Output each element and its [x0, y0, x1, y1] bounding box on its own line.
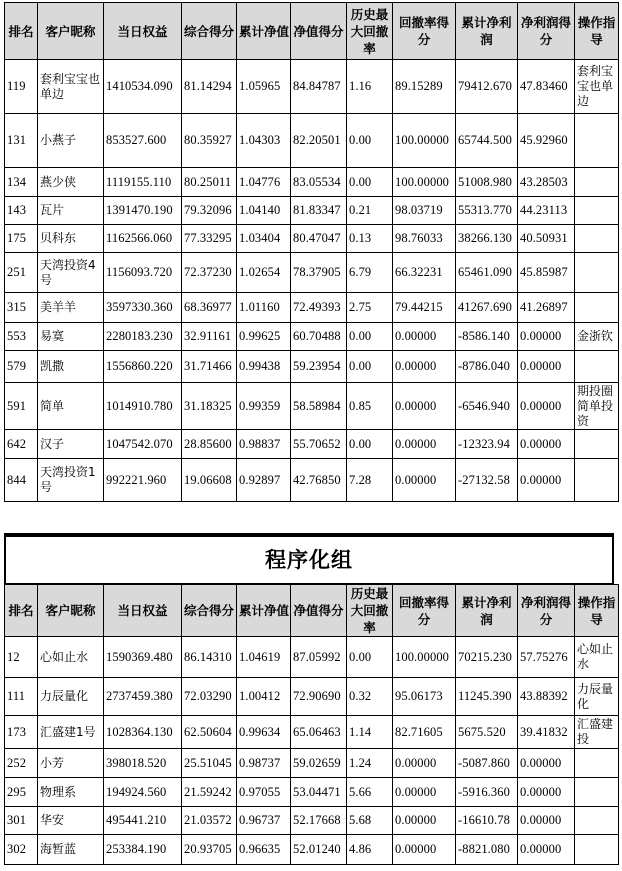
cell-net-value: 0.96635 — [237, 835, 291, 865]
cell-equity: 1156093.720 — [104, 253, 182, 293]
col-equity: 当日权益 — [104, 585, 182, 637]
cell-net-profit: -16610.78 — [456, 807, 518, 835]
cell-profit-score: 40.50931 — [518, 225, 575, 253]
cell-net-profit: 11245.390 — [456, 678, 518, 716]
cell-guidance — [575, 430, 619, 459]
cell-guidance — [575, 749, 619, 778]
cell-net-value: 0.99625 — [237, 323, 291, 351]
cell-net-value: 1.02654 — [237, 253, 291, 293]
col-profit-score: 净利润得分 — [518, 585, 575, 637]
cell-total-score: 25.51045 — [182, 749, 237, 778]
cell-rank: 591 — [5, 383, 38, 430]
table-row — [5, 225, 619, 253]
table-row — [5, 749, 619, 778]
cell-nickname: 海暂蓝 — [38, 835, 104, 865]
cell-nv-score: 59.23954 — [291, 351, 347, 383]
cell-profit-score: 45.85987 — [518, 253, 575, 293]
cell-nv-score: 78.37905 — [291, 253, 347, 293]
col-net-value: 累计净值 — [237, 585, 291, 637]
col-total-score: 综合得分 — [182, 585, 237, 637]
header-row — [5, 585, 619, 637]
cell-equity: 1119155.110 — [104, 168, 182, 197]
cell-max-drawdown: 0.00 — [347, 351, 393, 383]
table-row — [5, 351, 619, 383]
cell-rank: 579 — [5, 351, 38, 383]
cell-nv-score: 53.04471 — [291, 778, 347, 807]
col-net-profit: 累计净利润 — [456, 585, 518, 637]
cell-net-profit: 70215.230 — [456, 637, 518, 678]
cell-net-value: 1.04303 — [237, 114, 291, 168]
cell-guidance — [575, 293, 619, 323]
col-max-drawdown: 历史最大回撤率 — [347, 585, 393, 637]
col-total-score: 综合得分 — [182, 3, 237, 60]
cell-nv-score: 59.02659 — [291, 749, 347, 778]
cell-total-score: 21.03572 — [182, 807, 237, 835]
cell-net-profit: 51008.980 — [456, 168, 518, 197]
cell-net-value: 1.01160 — [237, 293, 291, 323]
cell-equity: 1410534.090 — [104, 60, 182, 114]
cell-guidance — [575, 351, 619, 383]
cell-net-profit: -8586.140 — [456, 323, 518, 351]
cell-profit-score: 0.00000 — [518, 383, 575, 430]
cell-total-score: 31.71466 — [182, 351, 237, 383]
col-nickname: 客户昵称 — [38, 585, 104, 637]
table-row — [5, 778, 619, 807]
table-row — [5, 168, 619, 197]
cell-nickname: 天湾投资4号 — [38, 253, 104, 293]
cell-nickname: 华安 — [38, 807, 104, 835]
cell-nickname: 力辰量化 — [38, 678, 104, 716]
cell-net-profit: -8821.080 — [456, 835, 518, 865]
cell-guidance — [575, 807, 619, 835]
cell-nv-score: 72.90690 — [291, 678, 347, 716]
cell-drawdown-score: 79.44215 — [393, 293, 456, 323]
cell-drawdown-score: 98.03719 — [393, 197, 456, 225]
cell-guidance — [575, 114, 619, 168]
cell-total-score: 28.85600 — [182, 430, 237, 459]
cell-rank: 175 — [5, 225, 38, 253]
cell-max-drawdown: 1.16 — [347, 60, 393, 114]
cell-rank: 553 — [5, 323, 38, 351]
cell-profit-score: 0.00000 — [518, 430, 575, 459]
cell-max-drawdown: 1.24 — [347, 749, 393, 778]
cell-drawdown-score: 0.00000 — [393, 749, 456, 778]
cell-total-score: 77.33295 — [182, 225, 237, 253]
table-row — [5, 678, 619, 716]
cell-drawdown-score: 0.00000 — [393, 778, 456, 807]
cell-net-profit: 55313.770 — [456, 197, 518, 225]
cell-drawdown-score: 0.00000 — [393, 835, 456, 865]
cell-max-drawdown: 4.86 — [347, 835, 393, 865]
cell-rank: 295 — [5, 778, 38, 807]
table-row — [5, 430, 619, 459]
cell-total-score: 20.93705 — [182, 835, 237, 865]
cell-rank: 844 — [5, 459, 38, 502]
cell-equity: 398018.520 — [104, 749, 182, 778]
table-row — [5, 293, 619, 323]
header-row — [5, 3, 619, 60]
col-nv-score: 净值得分 — [291, 3, 347, 60]
cell-nickname: 汇盛建1号 — [38, 716, 104, 749]
cell-nv-score: 52.17668 — [291, 807, 347, 835]
ranking-table-2 — [4, 584, 619, 865]
col-equity: 当日权益 — [104, 3, 182, 60]
cell-guidance — [575, 197, 619, 225]
cell-guidance: 力辰量化 — [575, 678, 619, 716]
cell-nickname: 凯撒 — [38, 351, 104, 383]
cell-drawdown-score: 0.00000 — [393, 459, 456, 502]
cell-drawdown-score: 100.00000 — [393, 637, 456, 678]
cell-max-drawdown: 0.00 — [347, 430, 393, 459]
cell-profit-score: 0.00000 — [518, 459, 575, 502]
table-row — [5, 459, 619, 502]
cell-guidance — [575, 835, 619, 865]
cell-net-value: 1.04776 — [237, 168, 291, 197]
cell-total-score: 81.14294 — [182, 60, 237, 114]
cell-equity: 853527.600 — [104, 114, 182, 168]
cell-nv-score: 72.49393 — [291, 293, 347, 323]
cell-guidance — [575, 253, 619, 293]
col-rank: 排名 — [5, 3, 38, 60]
cell-equity: 1162566.060 — [104, 225, 182, 253]
cell-drawdown-score: 82.71605 — [393, 716, 456, 749]
cell-profit-score: 43.88392 — [518, 678, 575, 716]
cell-drawdown-score: 100.00000 — [393, 114, 456, 168]
cell-total-score: 62.50604 — [182, 716, 237, 749]
cell-profit-score: 39.41832 — [518, 716, 575, 749]
cell-net-profit: -6546.940 — [456, 383, 518, 430]
cell-nickname: 燕少侠 — [38, 168, 104, 197]
cell-profit-score: 0.00000 — [518, 749, 575, 778]
cell-rank: 301 — [5, 807, 38, 835]
cell-nv-score: 83.05534 — [291, 168, 347, 197]
cell-net-profit: 79412.670 — [456, 60, 518, 114]
cell-max-drawdown: 2.75 — [347, 293, 393, 323]
cell-net-profit: -12323.94 — [456, 430, 518, 459]
cell-total-score: 79.32096 — [182, 197, 237, 225]
cell-profit-score: 45.92960 — [518, 114, 575, 168]
cell-max-drawdown: 0.85 — [347, 383, 393, 430]
cell-profit-score: 41.26897 — [518, 293, 575, 323]
col-drawdown-score: 回撤率得分 — [393, 585, 456, 637]
cell-drawdown-score: 66.32231 — [393, 253, 456, 293]
cell-nickname: 物理系 — [38, 778, 104, 807]
cell-nickname: 天湾投资1号 — [38, 459, 104, 502]
cell-profit-score: 57.75276 — [518, 637, 575, 678]
cell-profit-score: 0.00000 — [518, 778, 575, 807]
cell-net-value: 0.99359 — [237, 383, 291, 430]
cell-max-drawdown: 0.21 — [347, 197, 393, 225]
cell-guidance: 心如止水 — [575, 637, 619, 678]
cell-net-profit: 5675.520 — [456, 716, 518, 749]
table-row — [5, 716, 619, 749]
cell-nv-score: 52.01240 — [291, 835, 347, 865]
cell-nv-score: 80.47047 — [291, 225, 347, 253]
cell-equity: 992221.960 — [104, 459, 182, 502]
ranking-table-1 — [4, 2, 619, 502]
cell-equity: 194924.560 — [104, 778, 182, 807]
cell-nv-score: 82.20501 — [291, 114, 347, 168]
cell-rank: 642 — [5, 430, 38, 459]
cell-net-value: 0.92897 — [237, 459, 291, 502]
cell-max-drawdown: 1.14 — [347, 716, 393, 749]
cell-drawdown-score: 0.00000 — [393, 351, 456, 383]
cell-max-drawdown: 5.66 — [347, 778, 393, 807]
cell-nv-score: 55.70652 — [291, 430, 347, 459]
cell-nickname: 美羊羊 — [38, 293, 104, 323]
col-rank: 排名 — [5, 585, 38, 637]
table-row — [5, 60, 619, 114]
cell-total-score: 21.59242 — [182, 778, 237, 807]
col-net-profit: 累计净利润 — [456, 3, 518, 60]
cell-drawdown-score: 0.00000 — [393, 383, 456, 430]
cell-max-drawdown: 0.32 — [347, 678, 393, 716]
cell-equity: 3597330.360 — [104, 293, 182, 323]
cell-net-value: 1.05965 — [237, 60, 291, 114]
cell-net-profit: 41267.690 — [456, 293, 518, 323]
cell-profit-score: 0.00000 — [518, 323, 575, 351]
cell-rank: 143 — [5, 197, 38, 225]
cell-net-value: 1.00412 — [237, 678, 291, 716]
cell-profit-score: 0.00000 — [518, 807, 575, 835]
cell-max-drawdown: 0.00 — [347, 168, 393, 197]
cell-net-profit: -8786.040 — [456, 351, 518, 383]
cell-equity: 2737459.380 — [104, 678, 182, 716]
cell-max-drawdown: 6.79 — [347, 253, 393, 293]
cell-total-score: 68.36977 — [182, 293, 237, 323]
cell-guidance: 金浙钦 — [575, 323, 619, 351]
cell-total-score: 72.37230 — [182, 253, 237, 293]
cell-max-drawdown: 0.00 — [347, 637, 393, 678]
cell-equity: 1590369.480 — [104, 637, 182, 678]
cell-rank: 315 — [5, 293, 38, 323]
cell-max-drawdown: 5.68 — [347, 807, 393, 835]
cell-net-profit: 65461.090 — [456, 253, 518, 293]
cell-net-value: 0.99634 — [237, 716, 291, 749]
cell-net-value: 1.04619 — [237, 637, 291, 678]
cell-net-profit: -27132.58 — [456, 459, 518, 502]
cell-guidance — [575, 778, 619, 807]
cell-equity: 1047542.070 — [104, 430, 182, 459]
col-nv-score: 净值得分 — [291, 585, 347, 637]
cell-nv-score: 84.84787 — [291, 60, 347, 114]
cell-equity: 1391470.190 — [104, 197, 182, 225]
cell-nickname: 小芳 — [38, 749, 104, 778]
cell-nickname: 套利宝宝也单边 — [38, 60, 104, 114]
cell-net-value: 0.99438 — [237, 351, 291, 383]
cell-total-score: 31.18325 — [182, 383, 237, 430]
cell-profit-score: 0.00000 — [518, 835, 575, 865]
cell-rank: 119 — [5, 60, 38, 114]
cell-equity: 2280183.230 — [104, 323, 182, 351]
table-row — [5, 383, 619, 430]
cell-net-profit: -5916.360 — [456, 778, 518, 807]
cell-net-value: 0.98737 — [237, 749, 291, 778]
cell-net-profit: 38266.130 — [456, 225, 518, 253]
table-row — [5, 323, 619, 351]
cell-drawdown-score: 95.06173 — [393, 678, 456, 716]
cell-net-value: 0.96737 — [237, 807, 291, 835]
cell-net-value: 1.03404 — [237, 225, 291, 253]
cell-rank: 251 — [5, 253, 38, 293]
cell-rank: 12 — [5, 637, 38, 678]
cell-guidance: 汇盛建投 — [575, 716, 619, 749]
cell-profit-score: 47.83460 — [518, 60, 575, 114]
col-drawdown-score: 回撤率得分 — [393, 3, 456, 60]
cell-total-score: 72.03290 — [182, 678, 237, 716]
cell-equity: 1014910.780 — [104, 383, 182, 430]
cell-drawdown-score: 0.00000 — [393, 807, 456, 835]
col-guidance: 操作指导 — [575, 3, 619, 60]
cell-max-drawdown: 0.00 — [347, 114, 393, 168]
cell-drawdown-score: 0.00000 — [393, 430, 456, 459]
cell-rank: 134 — [5, 168, 38, 197]
cell-rank: 302 — [5, 835, 38, 865]
table-row — [5, 253, 619, 293]
cell-guidance — [575, 225, 619, 253]
cell-total-score: 19.06608 — [182, 459, 237, 502]
col-net-value: 累计净值 — [237, 3, 291, 60]
cell-equity: 495441.210 — [104, 807, 182, 835]
cell-equity: 253384.190 — [104, 835, 182, 865]
cell-guidance: 套利宝宝也单边 — [575, 60, 619, 114]
cell-net-value: 1.04140 — [237, 197, 291, 225]
cell-nickname: 汉子 — [38, 430, 104, 459]
col-guidance: 操作指导 — [575, 585, 619, 637]
cell-net-value: 0.97055 — [237, 778, 291, 807]
cell-drawdown-score: 0.00000 — [393, 323, 456, 351]
col-max-drawdown: 历史最大回撤率 — [347, 3, 393, 60]
cell-profit-score: 43.28503 — [518, 168, 575, 197]
table-row — [5, 197, 619, 225]
cell-total-score: 80.25011 — [182, 168, 237, 197]
table-row — [5, 835, 619, 865]
section-title: 程序化组 — [265, 548, 353, 572]
table-row — [5, 637, 619, 678]
cell-profit-score: 44.23113 — [518, 197, 575, 225]
cell-rank: 252 — [5, 749, 38, 778]
cell-equity: 1556860.220 — [104, 351, 182, 383]
cell-nv-score: 87.05992 — [291, 637, 347, 678]
cell-total-score: 32.91161 — [182, 323, 237, 351]
cell-nickname: 简单 — [38, 383, 104, 430]
cell-total-score: 86.14310 — [182, 637, 237, 678]
cell-profit-score: 0.00000 — [518, 351, 575, 383]
cell-max-drawdown: 7.28 — [347, 459, 393, 502]
cell-guidance — [575, 459, 619, 502]
cell-rank: 131 — [5, 114, 38, 168]
table-row — [5, 114, 619, 168]
cell-max-drawdown: 0.13 — [347, 225, 393, 253]
cell-equity: 1028364.130 — [104, 716, 182, 749]
cell-rank: 111 — [5, 678, 38, 716]
cell-max-drawdown: 0.00 — [347, 323, 393, 351]
cell-nickname: 贝科东 — [38, 225, 104, 253]
cell-nv-score: 60.70488 — [291, 323, 347, 351]
cell-nv-score: 81.83347 — [291, 197, 347, 225]
cell-drawdown-score: 98.76033 — [393, 225, 456, 253]
table-row — [5, 807, 619, 835]
cell-nv-score: 65.06463 — [291, 716, 347, 749]
cell-net-profit: 65744.500 — [456, 114, 518, 168]
cell-guidance: 期投圈简单投资 — [575, 383, 619, 430]
cell-nickname: 小燕子 — [38, 114, 104, 168]
cell-net-value: 0.98837 — [237, 430, 291, 459]
cell-net-profit: -5087.860 — [456, 749, 518, 778]
col-nickname: 客户昵称 — [38, 3, 104, 60]
cell-nickname: 心如止水 — [38, 637, 104, 678]
cell-nickname: 易寞 — [38, 323, 104, 351]
cell-guidance — [575, 168, 619, 197]
cell-nv-score: 58.58984 — [291, 383, 347, 430]
cell-nv-score: 42.76850 — [291, 459, 347, 502]
col-profit-score: 净利润得分 — [518, 3, 575, 60]
cell-drawdown-score: 100.00000 — [393, 168, 456, 197]
cell-total-score: 80.35927 — [182, 114, 237, 168]
section-title-box — [4, 533, 614, 585]
cell-rank: 173 — [5, 716, 38, 749]
cell-nickname: 瓦片 — [38, 197, 104, 225]
cell-drawdown-score: 89.15289 — [393, 60, 456, 114]
